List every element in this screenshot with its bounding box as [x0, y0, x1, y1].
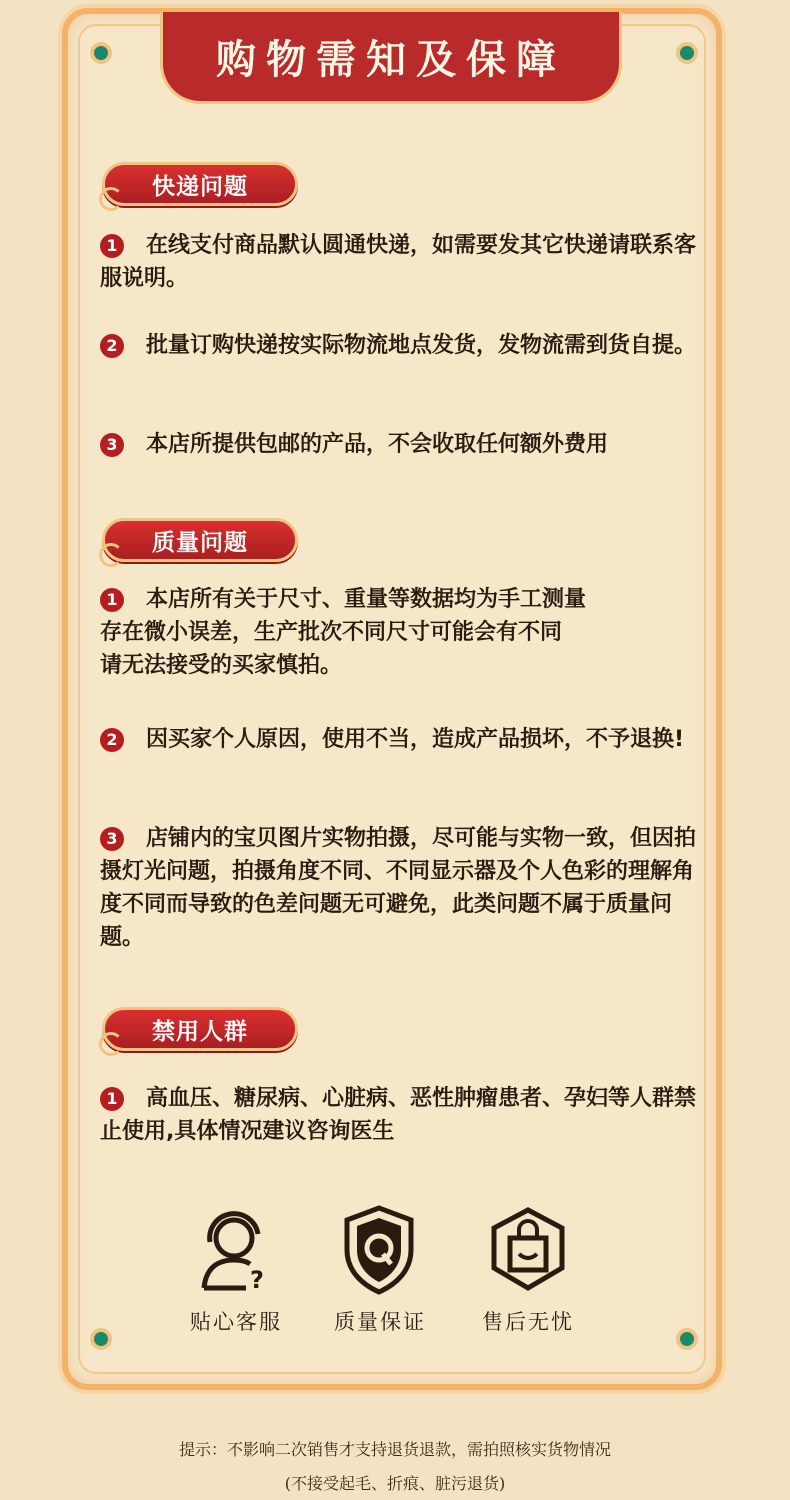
section-tag-label: 禁用人群 [152, 1017, 248, 1045]
item-text: 在线支付商品默认圆通快递，如需要发其它快递请联系客服说明。 [100, 233, 697, 291]
content-frame [62, 8, 722, 1390]
list-item [100, 229, 700, 295]
item-text: 高血压、糖尿病、心脏病、恶性肿瘤患者、孕妇等人群禁止使用,具体情况建议咨询医生 [100, 1086, 697, 1144]
list-item [100, 723, 700, 756]
number-badge: 1 [100, 588, 124, 612]
number-badge: 3 [100, 433, 124, 457]
footer-notice: 提示：不影响二次销售才支持退货退款，需拍照核实货物情况 [178, 1440, 611, 1459]
corner-ornament-icon [676, 42, 698, 64]
corner-ornament-icon [90, 1328, 112, 1350]
swirl-ornament-icon [99, 187, 123, 211]
guarantee-label: 质量保证 [334, 1310, 426, 1334]
guarantee-label: 贴心客服 [190, 1310, 282, 1334]
item-text: 本店所提供包邮的产品，不会收取任何额外费用 [146, 432, 609, 457]
section-tag-label: 快递问题 [152, 172, 248, 200]
page-title: 购物需知及保障 [216, 36, 566, 83]
section-tag-shipping [102, 162, 298, 206]
number-badge: 2 [100, 728, 124, 752]
quality-shield-icon [341, 1204, 417, 1300]
list-item [100, 428, 700, 461]
shopping-bag-icon [488, 1206, 568, 1296]
list-item [100, 1082, 700, 1148]
svg-text:?: ? [250, 1266, 264, 1294]
list-item [100, 583, 700, 682]
guarantee-label: 售后无忧 [482, 1310, 574, 1334]
item-text: 批量订购快递按实际物流地点发货，发物流需到货自提。 [146, 333, 697, 358]
section-tag-quality [102, 518, 298, 562]
item-text: 店铺内的宝贝图片实物拍摄，尽可能与实物一致，但因拍摄灯光问题，拍摄角度不同、不同显示器及个人色彩的理解角度不同而导致的色差问题无可避免，此类问题不属于质量问题。 [100, 826, 697, 950]
item-text-line: 请无法接受的买家慎拍。 [100, 653, 343, 678]
swirl-ornament-icon [99, 1032, 123, 1056]
title-banner [160, 12, 622, 104]
customer-service-icon [196, 1204, 276, 1298]
number-badge: 1 [100, 1087, 124, 1111]
number-badge: 1 [100, 234, 124, 258]
number-badge: 2 [100, 334, 124, 358]
footer-note: (不接受起毛、折痕、脏污退货) [284, 1474, 506, 1493]
corner-ornament-icon [676, 1328, 698, 1350]
item-text: 因买家个人原因，使用不当，造成产品损坏，不予退换! [146, 727, 685, 752]
section-tag-restricted [102, 1007, 298, 1051]
swirl-ornament-icon [99, 543, 123, 567]
item-text-line: 本店所有关于尺寸、重量等数据均为手工测量 [146, 587, 587, 612]
list-item [100, 329, 700, 362]
list-item [100, 822, 700, 954]
corner-ornament-icon [90, 42, 112, 64]
number-badge: 3 [100, 827, 124, 851]
section-tag-label: 质量问题 [152, 528, 248, 556]
item-text-line: 存在微小误差，生产批次不同尺寸可能会有不同 [100, 620, 563, 645]
